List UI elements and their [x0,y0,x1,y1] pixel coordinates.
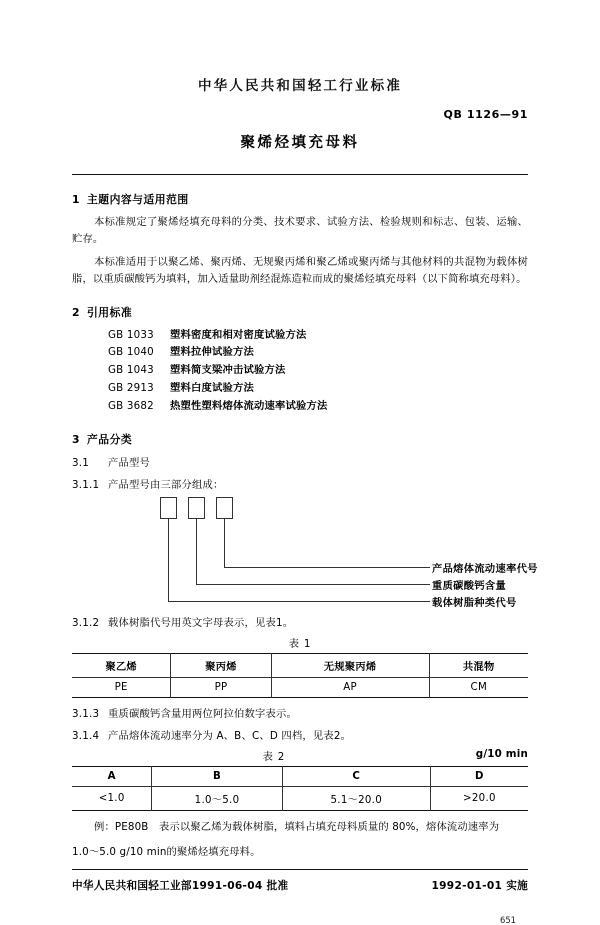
model-number-diagram [72,495,538,610]
reference-code: GB 1040 [108,346,154,359]
reference-code: GB 1043 [108,364,154,377]
leader-line-flowrate-horizontal [224,567,430,568]
model-box-filler [188,497,205,519]
example-note-line-2: 1.0～5.0 g/10 min的聚烯烃填充母料。 [72,845,261,858]
list-item [72,398,528,416]
issuer-line: 中华人民共和国轻工行业标准 [197,78,403,94]
reference-code: GB 1033 [108,328,154,341]
column-header: 聚丙烯 [171,654,271,678]
reference-name: 塑料简支梁冲击试验方法 [170,364,286,377]
reference-name: 塑料白度试验方法 [170,381,254,394]
section-heading-1 [72,192,528,207]
footer-divider [72,869,528,870]
leader-line-filler-vertical [196,519,197,584]
clause-number: 3.1.3 [72,708,100,721]
table-cell: <1.0 [98,793,125,805]
page-title: 聚烯烃填充母料 [240,135,360,151]
list-item [72,380,528,398]
table-2-unit: g/10 min [475,748,528,761]
section-1-paragraph-1: 本标准规定了聚烯烃填充母料的分类、技术要求、试验方法、检验规则和标志、包装、运输、贮存。 [72,216,528,245]
example-note-line-1: 例：PE80B 表示以聚乙烯为载体树脂，填料占填充母料质量的 80%，熔体流动速率为 [94,821,500,834]
clause-3-1-4 [72,727,528,742]
table-1-caption: 表 1 [288,638,312,651]
leader-line-filler-horizontal [196,584,430,585]
diagram-label-filler: 重质碳酸钙含量 [432,581,507,593]
reference-code: GB 3682 [108,399,154,412]
reference-name: 塑料密度和相对密度试验方法 [170,328,307,341]
diagram-label-resin: 载体树脂种类代号 [432,598,517,610]
reference-standards-list [72,327,528,416]
reference-code: GB 2913 [108,381,154,394]
clause-number: 3.1.4 [72,730,100,743]
section-number-2: 2 [72,305,81,319]
clause-number: 3.1 [72,457,89,470]
column-header: B [152,767,282,787]
section-number-3: 3 [72,433,81,447]
leader-line-flowrate-vertical [224,519,225,567]
leader-line-resin-horizontal [168,601,430,602]
model-box-flowrate [216,497,233,519]
column-header: A [72,767,152,787]
table-cell: 5.1～20.0 [282,787,430,811]
section-title-3: 产品分类 [87,433,133,447]
title-divider [72,174,528,175]
clause-3-1 [72,454,528,469]
table-cell: PE [114,682,128,694]
table-header-row [72,767,528,787]
table-1 [72,653,528,698]
standard-code: QB 1126—91 [443,108,528,121]
list-item [72,344,528,362]
page-content [72,0,538,925]
section-heading-2 [72,305,528,320]
approval-text: 中华人民共和国轻工业部1991-06-04 批准 [72,879,289,892]
section-title-1: 主题内容与适用范围 [87,193,189,206]
table-cell: 1.0～5.0 [152,787,282,811]
clause-text: 产品型号 [108,457,150,470]
clause-text: 重质碳酸钙含量用两位阿拉伯数字表示。 [108,708,297,721]
column-header: 聚乙烯 [72,654,171,678]
clause-text: 产品熔体流动速率分为 A、B、C、D 四档，见表2。 [108,730,352,743]
section-title-2: 引用标准 [87,305,133,319]
reference-name: 塑料拉伸试验方法 [170,346,254,359]
table-2 [72,766,528,811]
list-item [72,362,528,380]
section-1-paragraph-2: 本标准适用于以聚乙烯、聚丙烯、无规聚丙烯和聚乙烯或聚丙烯与其他材料的共混物为载体树脂，以重质碳酸钙为填料，加入适量助剂经混炼造粒而成的聚烯烃填充母料（以下简称填充母料）。 [72,256,528,286]
column-header: 无规聚丙烯 [271,654,429,678]
leader-line-resin-vertical [168,519,169,601]
section-number-1: 1 [72,193,81,206]
table-cell: >20.0 [430,787,528,811]
table-cell: CM [429,678,528,698]
table-row [72,678,528,698]
clause-3-1-1 [72,476,528,491]
table-cell: AP [271,678,429,698]
document-header [72,0,528,94]
clause-number: 3.1.1 [72,479,100,492]
table-header-row [72,654,528,678]
section-heading-3 [72,432,528,447]
clause-text: 载体树脂代号用英文字母表示，见表1。 [108,617,294,630]
list-item [72,327,528,345]
clause-text: 产品型号由三部分组成： [108,479,224,492]
page-number: 651 [500,914,516,925]
table-row [72,787,528,811]
reference-name: 热塑性塑料熔体流动速率试验方法 [170,399,328,412]
effective-date-text: 1992-01-01 实施 [431,879,528,892]
column-header: C [282,767,430,787]
diagram-label-flowrate: 产品熔体流动速率代号 [432,564,538,576]
footer [72,878,528,893]
table-cell: PP [171,678,271,698]
table-2-caption: 表 2 [262,751,286,764]
table-2-caption-row [72,748,528,763]
column-header: 共混物 [429,654,528,678]
column-header: D [430,767,528,787]
clause-number: 3.1.2 [72,617,100,630]
clause-3-1-2 [72,614,528,629]
clause-3-1-3 [72,705,528,720]
model-box-resin [160,497,177,519]
